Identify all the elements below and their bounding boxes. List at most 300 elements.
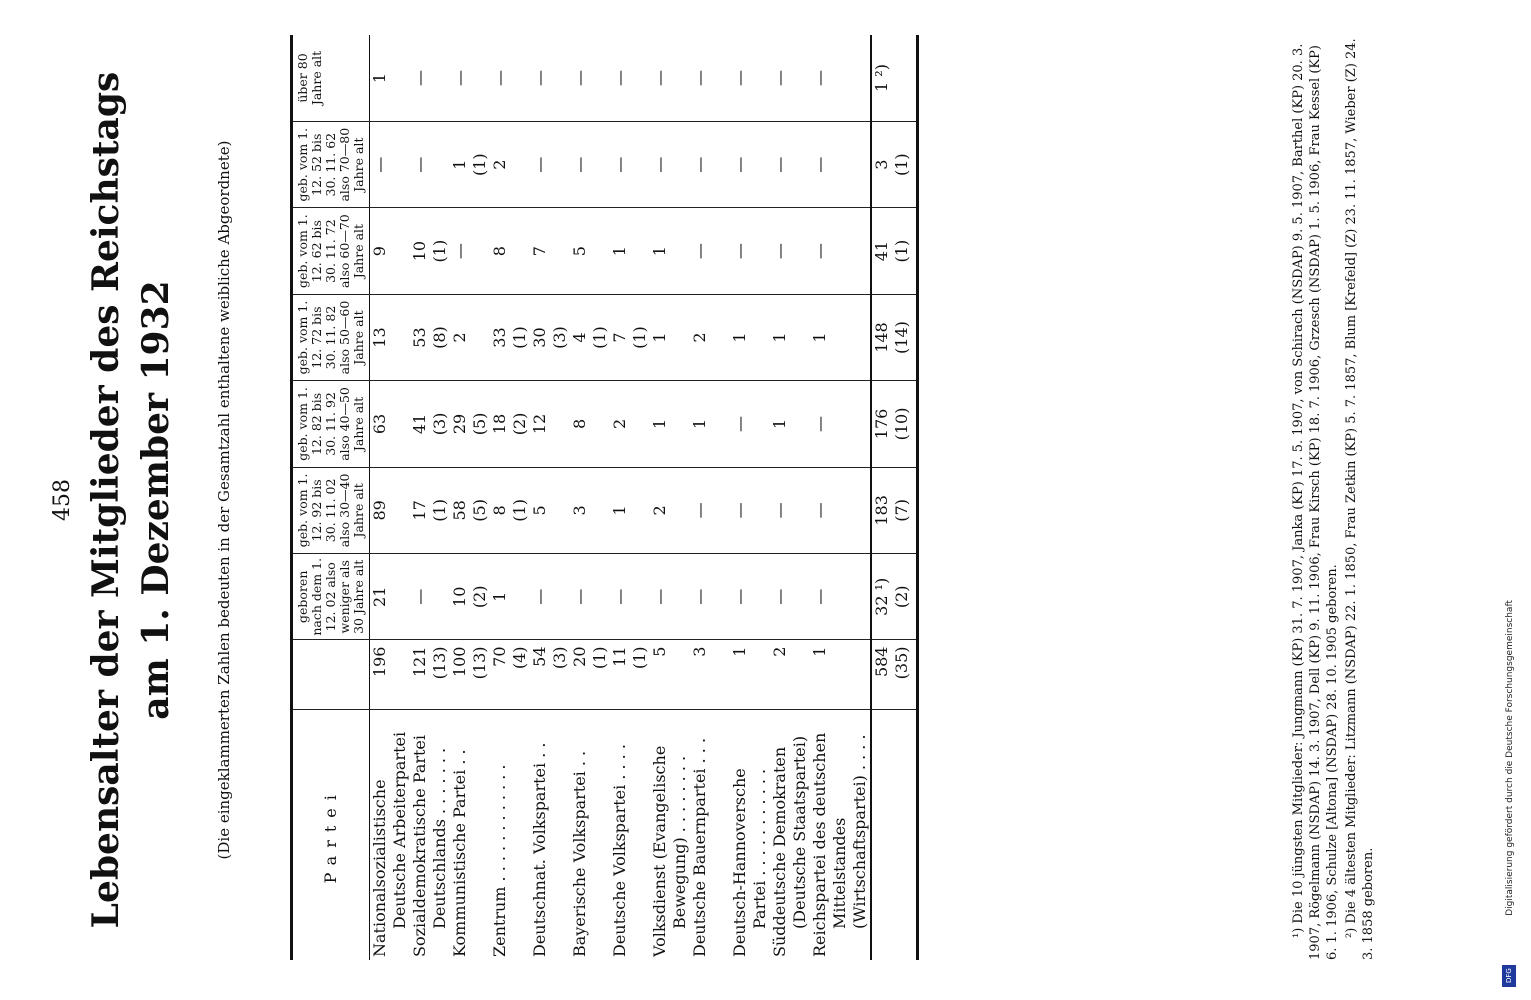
age-cell xyxy=(810,294,871,380)
age-cell-women xyxy=(790,211,810,290)
age-cell xyxy=(410,554,450,640)
footnote-youngest: ¹) Die 10 jüngsten Mitglieder: Jungmann (KP) 31. 7. 1907, Janka (KP) 17. 5. 1907, von Schirach (NSDAP) 9. 5. 1907, Barthel (KP) 20. 3. 1907, Rögelmann (NSDAP) 14. 3. 1907, Dell (KP) 9. 11. 1906, Frau Kirsch (KP) 18. 7. 1906, Grzesch (NSDAP) 1. 5. 1906, Frau Kessel (KP) 6. 1. 1906, Schulze [Altona] (NSDAP) 28. 10. 1905 geboren. xyxy=(1291,43,1340,960)
age-cell xyxy=(810,35,871,121)
age-cell xyxy=(610,35,650,121)
total-cell-value: 100 xyxy=(450,646,469,678)
age-cell xyxy=(490,35,530,121)
age-cell xyxy=(810,208,871,294)
age-cell-women xyxy=(710,471,730,550)
age-cell-women xyxy=(670,38,690,118)
table-body xyxy=(370,35,918,960)
age-cell-women xyxy=(510,211,530,290)
age-cell-women xyxy=(790,38,810,118)
age-cell-value: 1 xyxy=(770,418,789,430)
age-cell xyxy=(690,467,730,553)
age-cell-value: — xyxy=(570,156,589,173)
age-cell-value: 1 xyxy=(690,418,709,430)
party-name-line: Volksdienst (Evangelische xyxy=(650,745,669,957)
party-name-line: (Deutsche Staatspartei) xyxy=(790,735,809,929)
table-row xyxy=(610,35,650,960)
age-cell xyxy=(810,554,871,640)
age-cell-value: 3 xyxy=(570,505,589,516)
age-cell xyxy=(770,35,810,121)
age-cell xyxy=(650,294,690,380)
age-cell-women xyxy=(790,557,810,636)
party-name-line: (Wirtschaftspartei) . . . . xyxy=(850,734,869,929)
sum-total-cell-value: 584 xyxy=(872,646,891,678)
age-cell-women: (1) xyxy=(510,326,529,349)
sum-age-cell xyxy=(871,35,918,121)
age-cell-women: (5) xyxy=(470,412,489,436)
footnote-oldest: ²) Die 4 ältesten Mitglieder: Litzmann (NSDAP) 22. 1. 1850, Frau Zetkin (KP) 5. 7. 1857, Blum [Krefeld] (Z) 23. 11. 1857, Wieber (Z) 24. 3. 1858 geboren. xyxy=(1344,38,1376,960)
total-cell-value: 11 xyxy=(610,646,629,667)
sum-age-cell xyxy=(871,467,918,553)
age-cell xyxy=(450,208,490,294)
age-cell-women xyxy=(630,557,650,636)
total-cell xyxy=(530,640,570,710)
age-cell-value: — xyxy=(690,156,709,173)
age-cell-women xyxy=(750,384,770,463)
age-cell xyxy=(530,208,570,294)
table-row xyxy=(690,35,730,960)
party-name-line: Sozialdemokratische Partei xyxy=(410,734,429,957)
party-name-line: Deutschnat. Volkspartei . . xyxy=(530,742,549,957)
party-name xyxy=(410,710,450,960)
sum-age-cell-women: (2) xyxy=(892,585,911,609)
total-cell xyxy=(410,640,450,710)
sum-age-cell-value: 3 xyxy=(872,159,891,170)
party-name xyxy=(450,710,490,960)
age-cell xyxy=(450,554,490,640)
age-cell-women xyxy=(750,471,770,550)
sum-age-cell xyxy=(871,554,918,640)
age-cell xyxy=(490,554,530,640)
party-name-line: Deutsche Volkspartei . . . . xyxy=(610,744,629,957)
age-cell xyxy=(530,35,570,121)
age-cell-value: — xyxy=(530,588,549,605)
sum-age-cell-women xyxy=(892,38,912,118)
age-cell-value: — xyxy=(730,243,749,260)
age-cell-value: 2 xyxy=(650,505,669,516)
age-cell xyxy=(370,208,411,294)
age-cell xyxy=(650,208,690,294)
age-cell-women: (5) xyxy=(470,499,489,522)
table-row xyxy=(810,35,871,960)
total-cell-women xyxy=(790,647,810,707)
party-name xyxy=(770,710,810,960)
age-cell-value: 41 xyxy=(410,413,429,435)
age-cell xyxy=(410,121,450,207)
age-cell-value: 5 xyxy=(570,246,589,257)
age-cell-value: — xyxy=(450,69,469,86)
party-name-line: Kommunistische Partei . . xyxy=(450,749,469,957)
age-cell-women xyxy=(750,38,770,118)
age-cell-value: 2 xyxy=(450,332,469,343)
age-cell-women xyxy=(430,125,450,204)
age-cell-women xyxy=(710,384,730,463)
party-name-line: Nationalsozialistische xyxy=(370,779,389,957)
age-cell-value: — xyxy=(690,243,709,260)
age-cell-women xyxy=(510,557,530,636)
age-cell-women xyxy=(390,211,410,290)
age-cell-women xyxy=(750,298,770,377)
age-cell xyxy=(530,294,570,380)
age-cell-value: — xyxy=(370,156,389,173)
age-cell-value: — xyxy=(770,243,789,260)
age-cell-value: — xyxy=(410,156,429,173)
age-cell-women: (3) xyxy=(550,326,569,349)
age-cell xyxy=(450,121,490,207)
age-cell-value: 18 xyxy=(490,413,509,435)
age-cell-women xyxy=(670,384,690,463)
age-cell-value: 2 xyxy=(610,418,629,430)
sum-age-cell-women: (10) xyxy=(892,407,911,441)
age-cell xyxy=(490,381,530,467)
age-cell-value: 5 xyxy=(530,505,549,516)
age-cell-women: (1) xyxy=(510,499,529,522)
age-cell-women xyxy=(830,471,850,550)
age-cell-value: — xyxy=(610,69,629,86)
age-cell-women xyxy=(790,384,810,463)
total-cell xyxy=(810,640,871,710)
age-cell xyxy=(690,208,730,294)
age-cell-women xyxy=(710,557,730,636)
total-cell-value: 5 xyxy=(650,646,669,657)
age-cell-women xyxy=(630,471,650,550)
total-cell xyxy=(370,640,411,710)
party-name-line: Deutschlands . . . . . . . xyxy=(430,747,449,929)
total-column-header xyxy=(292,640,370,710)
age-cell-value: 1 xyxy=(770,332,789,343)
total-cell xyxy=(770,640,810,710)
age-cell xyxy=(810,467,871,553)
age-cell-value: — xyxy=(650,588,669,605)
age-cell-value: — xyxy=(730,588,749,605)
age-cell-value: — xyxy=(730,415,749,432)
age-cell xyxy=(490,208,530,294)
sum-age-cell-women: (1) xyxy=(892,153,911,177)
age-cell-women xyxy=(430,557,450,636)
age-cell-women xyxy=(670,471,690,550)
age-cell-value: — xyxy=(730,69,749,86)
age-header-60-70: geb. vom 1. 12. 62 bis 30. 11. 72 also 60—70 Jahre alt xyxy=(292,208,370,294)
page-title: Lebensalter der Mitglieder des Reichstags xyxy=(85,71,127,929)
age-cell xyxy=(450,35,490,121)
age-cell xyxy=(770,381,810,467)
age-cell-women xyxy=(710,298,730,377)
party-name xyxy=(730,710,770,960)
age-cell-value: 8 xyxy=(490,246,509,257)
age-cell-women xyxy=(630,211,650,290)
age-cell-value: — xyxy=(570,588,589,605)
age-cell-value: — xyxy=(610,588,629,605)
party-name xyxy=(530,710,570,960)
party-name xyxy=(610,710,650,960)
age-cell xyxy=(690,294,730,380)
age-cell-women xyxy=(510,38,530,118)
age-cell-women xyxy=(710,125,730,204)
page-subtitle: am 1. Dezember 1932 xyxy=(135,280,177,720)
age-cell xyxy=(370,381,411,467)
age-cell-women: (1) xyxy=(430,499,449,522)
age-cell-value: 12 xyxy=(530,413,549,435)
age-cell-value: 1 xyxy=(650,246,669,257)
total-cell-value: 2 xyxy=(770,646,789,657)
age-cell xyxy=(690,121,730,207)
age-cell xyxy=(610,381,650,467)
age-cell-women xyxy=(670,211,690,290)
age-cell-value: 9 xyxy=(370,246,389,257)
age-cell xyxy=(730,35,770,121)
party-name xyxy=(690,710,730,960)
age-cell-value: — xyxy=(650,156,669,173)
age-cell xyxy=(810,121,871,207)
age-header-70-80: geb. vom 1. 12. 52 bis 30. 11. 62 also 70—80 Jahre alt xyxy=(292,121,370,207)
age-cell xyxy=(450,381,490,467)
age-cell xyxy=(570,35,610,121)
age-cell xyxy=(650,121,690,207)
age-cell xyxy=(370,121,411,207)
age-cell-women xyxy=(510,125,530,204)
age-cell-women xyxy=(470,38,490,118)
page-number: 458 xyxy=(50,479,75,521)
party-column-header: Partei xyxy=(321,787,340,884)
party-name xyxy=(570,710,610,960)
age-cell-value: 10 xyxy=(410,240,429,262)
age-cell-value: — xyxy=(770,588,789,605)
age-header-over-80: über 80 Jahre alt xyxy=(292,35,370,121)
party-name-line: Süddeutsche Demokraten xyxy=(770,746,789,957)
age-cell xyxy=(570,381,610,467)
party-name xyxy=(490,710,530,960)
age-cell-women: (1) xyxy=(430,239,449,263)
sum-age-cell-value: 41 xyxy=(872,240,891,262)
age-cell-women xyxy=(830,211,850,290)
party-name-line: Zentrum . . . . . . . . . . . . xyxy=(490,764,509,957)
age-cell xyxy=(650,35,690,121)
sum-total-cell-women: (35) xyxy=(892,646,911,680)
age-cell-value: 1 xyxy=(610,505,629,516)
age-cell xyxy=(730,121,770,207)
age-cell-value: — xyxy=(490,69,509,86)
table-row xyxy=(730,35,770,960)
age-cell-women xyxy=(830,298,850,377)
total-cell-women xyxy=(390,647,410,707)
age-cell-women xyxy=(750,557,770,636)
age-cell-women xyxy=(670,298,690,377)
age-cell xyxy=(650,381,690,467)
age-cell-women xyxy=(750,211,770,290)
dfg-logo: DFG xyxy=(1502,965,1516,987)
age-cell xyxy=(530,121,570,207)
age-cell xyxy=(610,208,650,294)
age-cell xyxy=(450,467,490,553)
age-cell-women xyxy=(590,211,610,290)
sum-age-cell-value: 1 ²) xyxy=(872,64,891,92)
age-cell xyxy=(770,294,810,380)
sum-age-cell-value: 148 xyxy=(872,322,891,353)
sum-label xyxy=(871,710,918,960)
sum-age-cell xyxy=(871,121,918,207)
party-name xyxy=(370,710,411,960)
total-cell xyxy=(490,640,530,710)
total-cell-women: (3) xyxy=(550,646,569,670)
sum-age-cell xyxy=(871,294,918,380)
age-cell-women xyxy=(390,384,410,463)
age-cell xyxy=(490,294,530,380)
age-cell-women xyxy=(550,125,570,204)
age-cell xyxy=(690,381,730,467)
total-cell-value: 1 xyxy=(810,646,829,657)
age-cell-women xyxy=(590,38,610,118)
age-cell-women xyxy=(590,471,610,550)
age-cell-women: (2) xyxy=(510,412,529,436)
header-row xyxy=(292,35,370,960)
age-cell xyxy=(730,294,770,380)
sum-total-cell xyxy=(871,640,918,710)
age-cell xyxy=(650,554,690,640)
age-cell-value: — xyxy=(810,243,829,260)
age-cell-women xyxy=(790,471,810,550)
age-header-under-30: geboren nach dem 1. 12. 02 also weniger als 30 Jahre alt xyxy=(292,554,370,640)
age-cell xyxy=(610,467,650,553)
age-cell xyxy=(770,208,810,294)
age-cell-value: 1 xyxy=(450,159,469,170)
age-cell-women xyxy=(470,298,490,377)
total-cell-value: 196 xyxy=(370,646,389,678)
age-cell-women xyxy=(550,211,570,290)
age-cell-women xyxy=(630,38,650,118)
age-cell xyxy=(490,467,530,553)
age-cell-value: — xyxy=(770,69,789,86)
age-cell-value: — xyxy=(690,69,709,86)
footnotes xyxy=(1290,35,1379,960)
table-row xyxy=(410,35,450,960)
total-cell-value: 1 xyxy=(730,646,749,657)
party-name xyxy=(810,710,871,960)
digitization-credit: Digitalisierung gefördert durch die Deutsche Forschungsgemeinschaft xyxy=(1505,600,1515,916)
total-cell xyxy=(450,640,490,710)
age-cell xyxy=(450,294,490,380)
party-name-line: Mittelstandes xyxy=(830,817,849,929)
total-cell-women: (1) xyxy=(630,646,649,670)
age-cell-value: 10 xyxy=(450,586,469,607)
age-cell-value: 21 xyxy=(370,586,389,607)
party-name-line: Bewegung) . . . . . . . . xyxy=(670,755,689,929)
table-row xyxy=(650,35,690,960)
sum-age-cell-value: 32 ¹) xyxy=(872,577,891,616)
age-cell xyxy=(410,208,450,294)
sum-age-cell-women: (1) xyxy=(892,239,911,263)
age-cell-value: 1 xyxy=(650,418,669,430)
age-cell-women xyxy=(670,557,690,636)
age-cell-women xyxy=(790,298,810,377)
age-cell-women: (1) xyxy=(590,326,609,349)
age-cell-women xyxy=(670,125,690,204)
age-cell-value: — xyxy=(530,156,549,173)
age-cell xyxy=(770,554,810,640)
age-cell xyxy=(610,121,650,207)
age-header-40-50: geb. vom 1. 12. 82 bis 30. 11. 92 also 40—50 Jahre alt xyxy=(292,381,370,467)
age-cell xyxy=(530,467,570,553)
age-cell xyxy=(370,294,411,380)
table-row xyxy=(370,35,411,960)
party-name-line: Deutsche Arbeiterpartei xyxy=(390,731,409,929)
age-cell-value: — xyxy=(770,156,789,173)
age-cell-women: (1) xyxy=(630,326,649,349)
age-cell-value: 1 xyxy=(370,72,389,84)
age-cell xyxy=(610,554,650,640)
age-cell-value: — xyxy=(450,243,469,260)
age-cell-value: 1 xyxy=(810,332,829,343)
total-cell xyxy=(730,640,770,710)
age-cell xyxy=(690,35,730,121)
total-cell-women: (13) xyxy=(470,646,489,680)
age-cell-women xyxy=(590,557,610,636)
age-cell xyxy=(690,554,730,640)
age-cell-women xyxy=(470,211,490,290)
age-cell-women xyxy=(830,557,850,636)
age-cell-value: — xyxy=(690,502,709,519)
sum-age-cell-value: 176 xyxy=(872,408,891,440)
age-cell xyxy=(770,121,810,207)
age-cell-value: — xyxy=(810,415,829,432)
total-cell xyxy=(690,640,730,710)
age-cell xyxy=(730,467,770,553)
age-cell-value: 58 xyxy=(450,500,469,521)
age-cell-women: (3) xyxy=(430,412,449,436)
age-cell xyxy=(530,381,570,467)
age-cell-women: (2) xyxy=(470,585,489,609)
age-cell xyxy=(570,554,610,640)
age-cell-value: 1 xyxy=(650,332,669,343)
age-header-30-40: geb. vom 1. 12. 92 bis 30. 11. 02 also 30—40 Jahre alt xyxy=(292,467,370,553)
age-cell xyxy=(410,35,450,121)
age-cell xyxy=(770,467,810,553)
age-cell-value: — xyxy=(570,69,589,86)
age-cell xyxy=(570,208,610,294)
party-name-line: Partei . . . . . . . . . . . xyxy=(750,768,769,929)
party-name-line: Deutsch-Hannoversche xyxy=(730,768,749,957)
age-cell xyxy=(610,294,650,380)
age-cell xyxy=(370,554,411,640)
age-cell-women xyxy=(710,38,730,118)
age-cell-value: — xyxy=(810,156,829,173)
party-name-line: Deutsche Bauernpartei . . . xyxy=(690,737,709,957)
table-row xyxy=(570,35,610,960)
total-cell-value: 121 xyxy=(410,646,429,678)
age-cell-women xyxy=(790,125,810,204)
age-cell-value: 30 xyxy=(530,327,549,348)
age-cell xyxy=(410,381,450,467)
age-cell-women xyxy=(830,125,850,204)
age-cell-women xyxy=(390,38,410,118)
total-cell xyxy=(650,640,690,710)
age-cell-value: 7 xyxy=(610,332,629,343)
age-cell-women xyxy=(430,38,450,118)
total-cell-women xyxy=(830,647,850,707)
age-cell xyxy=(570,467,610,553)
age-cell-value: — xyxy=(410,69,429,86)
table-row xyxy=(450,35,490,960)
sum-age-cell-value: 183 xyxy=(872,495,891,526)
age-cell-value: — xyxy=(770,502,789,519)
age-cell-value: 8 xyxy=(570,418,589,430)
age-cell-value: 53 xyxy=(410,327,429,348)
age-cell-value: 4 xyxy=(570,332,589,343)
total-cell-value: 20 xyxy=(570,646,589,667)
sum-age-cell-women: (14) xyxy=(892,321,911,354)
